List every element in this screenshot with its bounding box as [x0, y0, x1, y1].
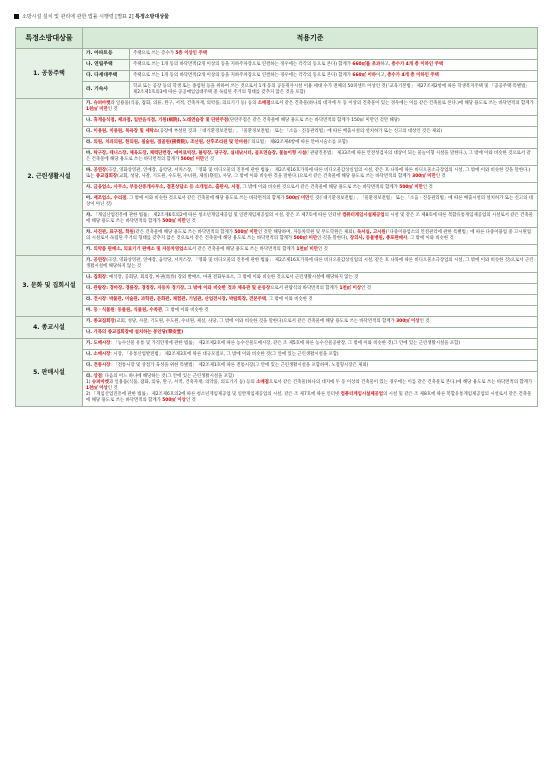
table-row: [16, 228, 538, 245]
criteria-cell: 사. 금융업소, 사무소, 부동산중개사무소, 결혼상담소 등 소개업소, 출판사, 서점, 그 밖에 이와 비슷한 것으로서 같은 건축물에 해당 용도로 쓰는 바닥면적의 합계가 500㎡ 미만인 것: [83, 183, 538, 194]
table-row: [16, 256, 538, 273]
table-body: [16, 49, 538, 407]
item-label: 가.: [86, 101, 94, 106]
criteria-cell: 바. 공연장(극장, 영화상영관, 연예장, 음악당, 서커스장, 「영화 및 비디오물의 진흥에 관한 법률」 제2조제16호가목에 따른 비디오물감상실업의 시설, 같은 호 나목에 따른 비디오물소극장업의 시설, 그 밖에 이와 비슷한 것을 말한다.) 또는 종교집회장(교회, 성당, 사찰, 기도원, 수도원, 수녀원, 제실(祭室), 사당, 그 밖에 이와 비슷한 것을 말한다.)으로서 같은 건축물에 해당 용도로 쓰는 바닥면적의 합계가 300㎡ 미만인 것: [83, 166, 538, 183]
criteria-cell: 나. 집회장: 예식장, 공회당, 회의장, 마권(馬券) 장외 발매소, 마권 전화투표소, 그 밖에 이와 비슷한 것으로서 근린생활시설에 해당하지 않는 것: [83, 273, 538, 284]
highlight-text: 이용원, 미용원, 목욕장 및 세탁소: [93, 129, 159, 134]
highlight-text: 500㎡ 미만: [285, 196, 310, 201]
criteria-cell: 주택으로 쓰는 층수가 5층 이상인 주택: [130, 49, 538, 60]
criteria-cell: 카. 의약품 판매소, 의료기기 판매소 및 자동차영업소로서 같은 건축물에 해당 용도로 쓰는 바닥면적의 합계가 1천㎡ 미만인 것: [83, 245, 538, 256]
header-title-bold: 특정소방대상물: [135, 14, 169, 20]
item-label: 라.: [86, 140, 94, 145]
table-row: [16, 339, 538, 350]
highlight-text: 동ㆍ식물원: [93, 308, 115, 313]
category-cell: 1. 공동주택: [16, 49, 83, 99]
criteria-cell: 가. 종교집회장(교회, 성당, 사찰, 기도원, 수도원, 수녀원, 제실, 사당, 그 밖에 이와 비슷한 것을 말한다)으로서 같은 건축물에 해당 용도로 쓰는 바닥면적의 합계가 300㎡ 이상인 것: [83, 317, 538, 328]
criteria-cell: 라. 전시장: 박물관, 미술관, 과학관, 문화관, 체험관, 기념관, 산업전시장, 박람회장, 견본주택, 그 밖에 이와 비슷한 것: [83, 295, 538, 306]
highlight-text: 층수가 4개 층 이하인 주택: [387, 73, 439, 78]
category-cell: 4. 종교시설: [16, 317, 83, 339]
highlight-text: 탁구장, 테니스장, 체육도장, 체력단련장, 에어로빅장, 볼링장, 당구장, 실내낚시터, 골프연습장, 물놀이형 시설: [93, 151, 307, 156]
table-row: [16, 211, 538, 228]
criteria-cell: 다. 이용원, 미용원, 목욕장 및 세탁소(공장에 부설된 것과 「대기환경보전법」, 「물환경보전법」 또는 「소음ㆍ진동관리법」에 따른 배출시설의 설치허가 또는 신고의 대상인 것은 제외): [83, 127, 538, 138]
highlight-text: 공연장: [93, 258, 107, 263]
item-label: 가.: [86, 341, 94, 346]
category-cell: 2. 근린생활시설: [16, 99, 83, 256]
table-row: [16, 99, 538, 116]
highlight-text: 500㎡ 미만: [180, 157, 205, 162]
table-row: [16, 273, 538, 284]
criteria-cell: 나. 소매시장: 시장, 「유통산업발전법」 제2조제3호에 따른 대규모점포, 그 밖에 이와 비슷한 것(그 안에 있는 근린생활시설을 포함): [83, 350, 538, 361]
table-header-row: [16, 28, 538, 49]
highlight-text: 전통시장: [93, 363, 111, 368]
highlight-text: 500㎡ 미만: [399, 185, 423, 190]
criteria-cell: 학교 또는 공장 등의 학생 또는 종업원 등을 위하여 쓰는 것으로서 1개 동의 공동취사시설 이용 세대 수가 전체의 50퍼센트 이상인 것(「교육기본법」 제27조제2항에 따른 학생복지주택 및 「공공주택 특별법」 제2조제1호의3에 따른 공공매입임대주택 중 독립된 주거의 형태를 갖추지 않은 것을 포함): [130, 82, 538, 99]
fire-target-table: [15, 27, 538, 407]
item-label: 바.: [86, 168, 94, 173]
criteria-cell: 가. 슈퍼마켓과 일용품(식품, 잡화, 의류, 완구, 서적, 건축자재, 의약품, 의료기기 등) 등의 소매점으로서 같은 건축물(하나의 대지에 두 동 이상의 건축물이 있는 경우에는 이를 같은 건축물로 본다.)에 해당 용도로 쓰는 바닥면적의 합계가 1천㎡ 미만인 것: [83, 99, 538, 116]
highlight-text: 컴퓨터게임시설제공업: [342, 213, 385, 218]
highlight-text: 장의사, 동물병원, 총포판매사: [349, 236, 408, 241]
highlight-text: 의원, 치과의원, 한의원, 침술원, 접골원(接骨院), 조산원, 산후조리원 및 안마원: [93, 140, 248, 145]
highlight-text: 1천㎡ 이상: [339, 286, 362, 291]
item-label: 마.: [86, 151, 94, 156]
table-row: [16, 127, 538, 138]
item-label: 카.: [86, 247, 94, 252]
highlight-text: 660㎡ 이하: [352, 73, 376, 78]
highlight-text: 소매점: [256, 380, 269, 385]
item-label: 아.: [86, 196, 94, 201]
table-row: [16, 138, 538, 149]
category-cell: 5. 판매시설: [16, 339, 83, 407]
criteria-cell: 마. 탁구장, 테니스장, 체육도장, 체력단련장, 에어로빅장, 볼링장, 당구장, 실내낚시터, 골프연습장, 물놀이형 시설(「관광진흥법」 제33조에 따른 안전성검사의 대상이 되는 물놀이형 시설을 말한다.), 그 밖에 이와 비슷한 것으로서 같은 건축물에 해당 용도로 쓰는 바닥면적의 합계가 500㎡ 미만인 것: [83, 149, 538, 166]
item-label: 다.: [86, 363, 94, 368]
item-label: 가.: [86, 258, 94, 263]
category-cell: 3. 문화 및 집회시설: [16, 256, 83, 317]
item-label: 나.: [86, 275, 94, 280]
item-label: 차.: [86, 230, 94, 235]
highlight-text: 1천㎡ 미만: [296, 247, 319, 252]
criteria-cell: 마. 동ㆍ식물원: 동물원, 식물원, 수족관, 그 밖에 이와 비슷한 것: [83, 306, 538, 317]
table-row: [16, 361, 538, 372]
highlight-text: 독서실, 고시원: [357, 230, 386, 235]
table-row: [16, 116, 538, 127]
table-row: [16, 317, 538, 328]
table-row: [16, 350, 538, 361]
highlight-text: 300㎡ 미만: [412, 174, 436, 179]
table-row: [16, 71, 538, 82]
item-label: 라.: [86, 297, 94, 302]
table-row: [16, 149, 538, 166]
table-row: [16, 284, 538, 295]
criteria-cell: 라. 의원, 치과의원, 한의원, 침술원, 접골원(接骨院), 조산원, 산후조리원 및 안마원(「의료법」 제82조제4항에 따른 안마시술소를 포함): [83, 138, 538, 149]
highlight-text: 종교집회장: [93, 319, 115, 324]
header-category: 특정소방대상물: [16, 28, 83, 49]
header-square-icon: [14, 14, 19, 19]
table-row: [16, 49, 538, 60]
table-row: [16, 183, 538, 194]
document-body: [15, 27, 537, 407]
highlight-text: 상점: [93, 374, 102, 379]
subcategory-cell: 라. 기숙사: [83, 82, 130, 99]
highlight-text: 슈퍼마켓: [91, 380, 109, 385]
criteria-cell: 나. 휴게음식점, 제과점, 일반음식점, 기원(棋院), 노래연습장 및 단란주점(단란주점은 같은 건축물에 해당 용도로 쓰는 바닥면적의 합계가 150㎡ 미만인 것만 해당): [83, 116, 538, 127]
highlight-text: 공연장: [93, 168, 107, 173]
header-criteria: 적용기준: [83, 28, 538, 49]
item-label: 다.: [86, 129, 94, 134]
subcategory-cell: 나. 연립주택: [83, 60, 130, 71]
table-row: [16, 194, 538, 211]
highlight-text: 슈퍼마켓: [93, 101, 111, 106]
highlight-text: 1천㎡ 이상: [86, 386, 108, 391]
header-title: 소방시설 설치 및 관리에 관한 법률 시행령 [별표 2]: [22, 14, 136, 20]
highlight-text: 전시장: [93, 297, 107, 302]
highlight-text: 종교집회장: [95, 174, 118, 179]
criteria-cell: 다. 전통시장: 「전통시장 및 상점가 육성을 위한 특별법」 제2조제1호에 따른 전통시장(그 안에 있는 근린생활시설을 포함하며, 노점형시장은 제외): [83, 361, 538, 372]
highlight-text: 동물원, 식물원, 수족관: [117, 308, 163, 313]
highlight-text: : 경마장, 경륜장, 경정장, 자동차 경기장, 그 밖에 이와 비슷한 것과 체육관 및 운동장: [106, 286, 271, 291]
table-row: [16, 82, 538, 99]
item-label: 라.: [86, 374, 94, 379]
criteria-cell: 아. 제조업소, 수리점, 그 밖에 이와 비슷한 것으로서 같은 건축물에 해당 용도로 쓰는 바닥면적의 합계가 500㎡ 미만인 것(「대기환경보전법」, 「물환경보전법」 또는 「소음ㆍ진동관리법」에 따른 배출시설의 설치허가 또는 신고의 대상이 아닌 것): [83, 194, 538, 211]
table-row: [16, 328, 538, 339]
criteria-cell: 주택으로 쓰는 1개 동의 바닥면적(2개 이상의 동을 지하주차장으로 연결하는 경우에는 각각의 동으로 본다) 합계가 660㎡를 초과하고, 층수가 4개 층 이하인 주택: [130, 60, 538, 71]
criteria-cell: 가. 도매시장: 「농수산물 유통 및 가격안정에 관한 법률」 제2조제2호에 따른 농수산물도매시장, 같은 조 제5호에 따른 농수산물공판장, 그 밖에 이와 비슷한 것(그 안에 있는 근린생활시설을 포함): [83, 339, 538, 350]
item-label: 나.: [86, 118, 94, 123]
table-row: [16, 166, 538, 183]
highlight-text: 도매시장: [93, 341, 111, 346]
table-row: [16, 295, 538, 306]
item-label: 자.: [86, 213, 94, 218]
highlight-text: 660㎡를 초과: [352, 62, 381, 67]
highlight-text: 소매점: [257, 101, 271, 106]
highlight-text: 500㎡ 미만: [293, 236, 318, 241]
criteria-cell: 주택으로 쓰는 1개 동의 바닥면적(2개 이상의 동을 지하주차장으로 연결하는 경우에는 각각의 동으로 본다) 합계가 660㎡ 이하이고, 층수가 4개 층 이하인 주택: [130, 71, 538, 82]
highlight-text: 제조업소, 수리점: [93, 196, 127, 201]
item-label: 가.: [86, 319, 94, 324]
highlight-text: 500㎡ 미만: [234, 230, 258, 235]
item-label: 마.: [86, 308, 94, 313]
highlight-text: 500㎡ 이상: [162, 398, 186, 403]
document-header: [14, 13, 169, 20]
item-label: 다.: [86, 286, 94, 291]
highlight-text: 휴게음식점, 제과점, 일반음식점, 기원(棋院), 노래연습장 및 단란주점: [93, 118, 229, 123]
criteria-cell: 라. 상점: 다음의 어느 하나에 해당하는 것(그 안에 있는 근린생활시설을 포함) 1) 슈퍼마켓과 일용품(식품, 잡화, 의류, 완구, 서적, 건축자재, 의약품, 의료기기 등) 등의 소매점으로서 같은 건축물(하나의 대지에 두 동 이상의 건축물이 있는 경우에는 이를 같은 건축물로 본다.)에 해당 용도로 쓰는 바닥면적의 합계가 1천㎡ 이상인 것 2) 「게임산업진흥에 관한 법률」 제2조제6호의2에 따른 청소년게임제공업 및 일반게임제공업의 시설, 같은 조 제7호에 따른 인터넷 컴퓨터게임시설제공업의 시설 및 같은 조 제8호에 따른 복합유통게임제공업의 시설로서 같은 건축물에 해당 용도로 쓰는 바닥면적의 합계가 500㎡ 이상인 것: [83, 372, 538, 407]
table-row: [16, 306, 538, 317]
table-row: [16, 372, 538, 407]
highlight-text: 사진관, 표구점, 학원: [93, 230, 134, 235]
table-row: [16, 245, 538, 256]
item-label: 나.: [86, 330, 94, 335]
criteria-cell: 자. 「게임산업진흥에 관한 법률」 제2조제6호의2에 따른 청소년게임제공업 및 일반게임제공업의 시설, 같은 조 제7호에 따른 인터넷 컴퓨터게임시설제공업의 시설 및 같은 조 제8호에 따른 복합유통게임제공업의 시설로서 같은 건축물에 해당 용도로 쓰는 바닥면적의 합계가 500㎡ 미만인 것: [83, 211, 538, 228]
highlight-text: 컴퓨터게임시설제공업: [340, 392, 384, 397]
item-label: 나.: [86, 352, 94, 357]
subcategory-cell: 가. 아파트등: [83, 49, 130, 60]
item-label: 사.: [86, 185, 94, 190]
criteria-cell: 차. 사진관, 표구점, 학원(같은 건축물에 해당 용도로 쓰는 바닥면적의 합계가 500㎡ 미만인 것만 해당하며, 자동차학원 및 무도학원은 제외), 독서실, 고시원(「다중이용업소의 안전관리에 관한 특별법」에 따른 다중이용업 중 고시원업의 시설로서 독립된 주거의 형태를 갖추지 않은 것으로서 같은 건축물에 해당 용도로 쓰는 바닥면적의 합계가 500㎡ 미만인 것을 말한다), 장의사, 동물병원, 총포판매사, 그 밖에 이와 비슷한 것: [83, 228, 538, 245]
highlight-text: 1천㎡ 미만: [86, 107, 108, 112]
highlight-text: 가목의 종교집회장에 설치하는 봉안당(奉安堂): [93, 330, 184, 335]
highlight-text: 소매시장: [93, 352, 111, 357]
highlight-text: 5층 이상인 주택: [175, 51, 207, 56]
highlight-text: 박물관, 미술관, 과학관, 문화관, 체험관, 기념관, 산업전시장, 박람회장, 견본주택: [109, 297, 267, 302]
criteria-cell: [83, 328, 538, 339]
highlight-text: 관람장: [93, 286, 107, 291]
highlight-text: 의약품 판매소, 의료기기 판매소 및 자동차영업소: [93, 247, 188, 252]
highlight-text: 500㎡ 미만: [162, 219, 186, 224]
criteria-cell: 가. 공연장(극장, 영화상영관, 연예장, 음악당, 서커스장, 「영화 및 비디오물의 진흥에 관한 법률」 제2조제16호가목에 따른 비디오물감상실업의 시설, 같은 호 나목에 따른 비디오물소극장업의 시설, 그 밖에 이와 비슷한 것)으로서 근린생활시설에 해당하지 않는 것: [83, 256, 538, 273]
highlight-text: 집회장: [93, 275, 107, 280]
highlight-text: 금융업소, 사무소, 부동산중개사무소, 결혼상담소 등 소개업소, 출판사, 서점: [93, 185, 240, 190]
highlight-text: 층수가 4개 층 이하인 주택: [391, 62, 444, 67]
highlight-text: 300㎡ 이상: [396, 319, 420, 324]
subcategory-cell: 다. 다세대주택: [83, 71, 130, 82]
criteria-cell: 다. 관람장: 경마장, 경륜장, 경정장, 자동차 경기장, 그 밖에 이와 비슷한 것과 체육관 및 운동장으로서 관람석의 바닥면적의 합계가 1천㎡ 이상인 것: [83, 284, 538, 295]
table-row: [16, 60, 538, 71]
